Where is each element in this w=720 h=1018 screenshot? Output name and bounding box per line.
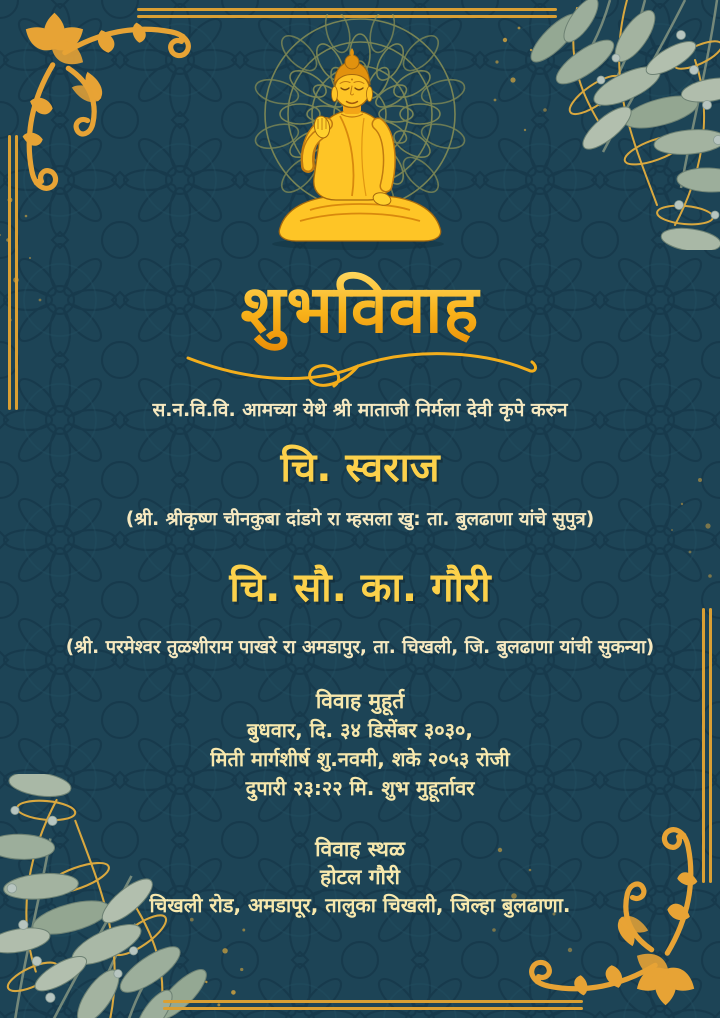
muhurat-heading: विवाह मुहूर्त xyxy=(315,689,405,713)
venue-name: होटल गौरी xyxy=(319,865,400,889)
gold-flourish-top-left xyxy=(4,4,204,204)
venue-address: चिखली रोड, अमडापूर, तालुका चिखली, जिल्हा बुलढाणा. xyxy=(149,893,571,917)
card-title: शुभविवाह xyxy=(0,262,720,352)
venue-heading: विवाह स्थळ xyxy=(315,837,405,861)
groom-name: चि. स्वराज xyxy=(280,445,440,491)
calligraphic-swirl xyxy=(180,338,540,390)
eucalyptus-leaves-top-right xyxy=(485,0,720,250)
bride-parents-line: (श्री. परमेश्वर तुळशीराम पाखरे रा अमडापुर, ता. चिखली, जि. बुलढाणा यांची सुकन्या) xyxy=(65,637,655,658)
muhurat-time-line: दुपारी २३:२२ मि. शुभ मुहूर्तावर xyxy=(245,776,475,800)
groom-parents-line: (श्री. श्रीकृष्ण चीनकुबा दांडगे रा म्हसला खु: ता. बुलढाणा यांचे सुपुत्र) xyxy=(125,509,595,530)
bride-name: चि. सौ. का. गौरी xyxy=(229,565,491,611)
buddha-illustration xyxy=(240,14,480,264)
muhurat-tithi-line: मिती मार्गशीर्ष शु.नवमी, शके २०५३ रोजी xyxy=(210,747,510,771)
muhurat-date-line: बुधवार, दि. ३४ डिसेंबर ३०३०, xyxy=(246,718,474,742)
intro-line: स.न.वि.वि. आमच्या येथे श्री माताजी निर्मला देवी कृपे करुन xyxy=(152,399,568,421)
